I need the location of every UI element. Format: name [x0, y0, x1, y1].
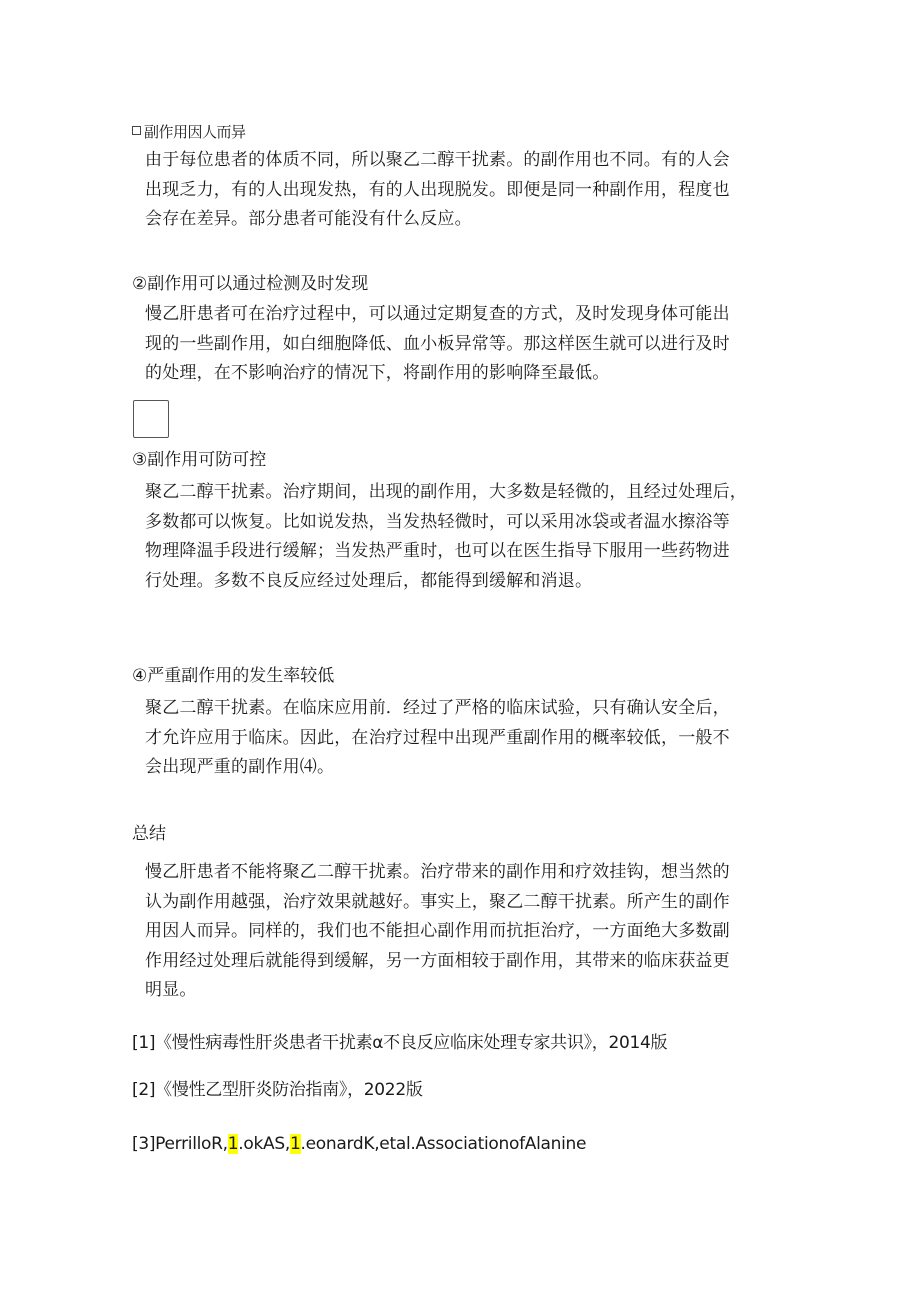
paragraph-line: 认为副作用越强，治疗效果就越好。事实上，聚乙二醇干扰素。所产生的副作 — [145, 891, 730, 912]
paragraph-line: 现的一些副作用，如白细胞降低、血小板异常等。那这样医生就可以进行及时 — [145, 333, 730, 354]
summary-paragraph — [145, 858, 785, 1006]
section-paragraph-3 — [145, 478, 785, 596]
reference-3-part1: [3]PerrilloR, — [132, 1134, 228, 1154]
paragraph-line: 用因人而异。同样的，我们也不能担心副作用而抗拒治疗，一方面绝大多数副 — [145, 921, 730, 941]
square-bullet-icon — [132, 126, 141, 135]
reference-2: [2]《慢性乙型肝炎防治指南》，2022版 — [132, 1080, 423, 1100]
reference-3-part3: .eonardK,etal.AssociationofAlanine — [300, 1134, 587, 1154]
reference-1: [1]《慢性病毒性肝炎患者干扰素α不良反应临床处理专家共识》，2014版 — [132, 1033, 668, 1053]
paragraph-line: 慢乙肝患者可在治疗过程中，可以通过定期复查的方式，及时发现身体可能出 — [145, 304, 730, 324]
reference-3 — [132, 1132, 586, 1156]
section-paragraph-4 — [145, 694, 785, 783]
paragraph-line: 的处理，在不影响治疗的情况下，将副作用的影响降至最低。 — [145, 363, 610, 383]
empty-image-placeholder — [133, 400, 169, 438]
paragraph-line: 聚乙二醇干扰素。治疗期间，出现的副作用，大多数是轻微的，且经过处理后， — [145, 482, 747, 502]
reference-3-part2: .okAS, — [238, 1134, 290, 1154]
paragraph-line: 会存在差异。部分患者可能没有什么反应。 — [145, 209, 472, 229]
paragraph-line: 才允许应用于临床。因此，在治疗过程中出现严重副作用的概率较低，一般不 — [145, 727, 730, 748]
paragraph-line: 物理降温手段进行缓解；当发热严重时，也可以在医生指导下服用一些药物进 — [145, 541, 730, 561]
section-heading-4: ④严重副作用的发生率较低 — [132, 666, 335, 686]
paragraph-line: 多数都可以恢复。比如说发热，当发热轻微时，可以采用冰袋或者温水擦浴等 — [145, 511, 730, 532]
section-heading-3: ③副作用可防可控 — [132, 450, 267, 470]
summary-heading: 总结 — [132, 824, 166, 844]
section-heading-2: ②副作用可以通过检测及时发现 — [132, 274, 369, 294]
paragraph-line: 由于每位患者的体质不同，所以聚乙二醇干扰素。的副作用也不同。有的人会 — [145, 150, 730, 170]
section-paragraph-2 — [145, 300, 785, 389]
paragraph-line: 聚乙二醇干扰素。在临床应用前．经过了严格的临床试验，只有确认安全后， — [145, 698, 730, 718]
paragraph-line: 会出现严重的副作用⑷。 — [145, 757, 335, 777]
section-heading-1-text: 副作用因人而异 — [144, 123, 246, 141]
section-heading-1 — [132, 120, 246, 144]
paragraph-line: 出现乏力，有的人出现发热，有的人出现脱发。即便是同一种副作用，程度也 — [145, 179, 730, 200]
paragraph-line: 明显。 — [145, 980, 197, 1000]
paragraph-line: 慢乙肝患者不能将聚乙二醇干扰素。治疗带来的副作用和疗效挂钩，想当然的 — [145, 862, 730, 882]
section-paragraph-1 — [145, 146, 785, 235]
paragraph-line: 行处理。多数不良反应经过处理后，都能得到缓解和消退。 — [145, 570, 593, 591]
paragraph-line: 作用经过处理后就能得到缓解，另一方面相较于副作用，其带来的临床获益更 — [145, 950, 730, 971]
highlighted-text: 1 — [289, 1134, 301, 1154]
highlighted-text: 1 — [227, 1134, 239, 1154]
